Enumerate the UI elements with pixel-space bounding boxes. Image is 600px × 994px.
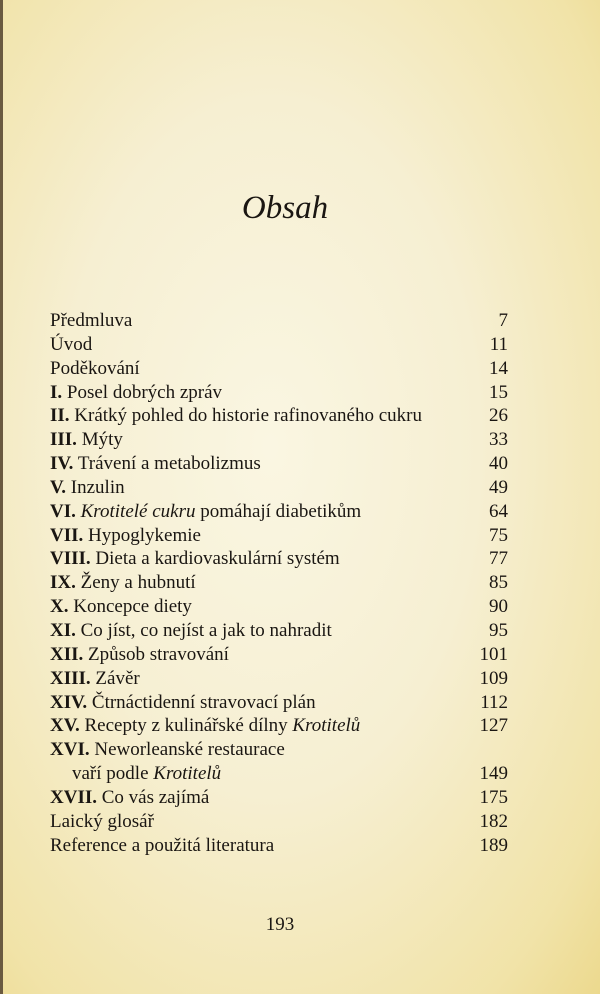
title-part: Poděkování	[50, 357, 140, 379]
chapter-number: XVII.	[50, 786, 97, 808]
title-part: Posel dobrých zpráv	[62, 381, 223, 403]
toc-page-number: 64	[489, 500, 508, 522]
toc-entry-title	[50, 524, 201, 548]
toc-entry	[50, 810, 508, 834]
toc-page-number: 109	[479, 667, 508, 689]
toc-page-number: 101	[479, 643, 508, 665]
toc-entry	[50, 428, 508, 452]
toc-entry-title	[50, 452, 261, 476]
toc-page-number: 149	[479, 763, 508, 785]
toc-page-number: 85	[489, 572, 508, 594]
toc-entry	[50, 738, 508, 762]
title-part: Způsob stravování	[83, 643, 229, 665]
toc-entry-title	[50, 667, 140, 691]
chapter-number: IV.	[50, 453, 74, 475]
chapter-number: XIII.	[50, 667, 91, 689]
toc-entry-title	[50, 691, 316, 715]
toc-entry-title	[50, 786, 209, 810]
toc-page-number: 75	[489, 524, 508, 546]
page-number: 193	[265, 914, 295, 935]
toc-entry-title	[50, 333, 92, 357]
title-part: Inzulin	[66, 476, 125, 498]
chapter-number: XVI.	[50, 739, 90, 761]
toc-entry	[50, 357, 508, 381]
toc-entry	[50, 476, 508, 500]
toc-page-number: 189	[479, 834, 508, 856]
toc-entry-title	[50, 643, 229, 667]
toc-entry-title	[50, 547, 340, 571]
title-part: Předmluva	[50, 310, 133, 331]
chapter-number: XI.	[50, 619, 76, 641]
toc-entry	[50, 381, 508, 405]
title-part: Co jíst, co nejíst a jak to nahradit	[75, 619, 332, 641]
toc-entry-title	[50, 619, 332, 643]
toc-entry	[50, 404, 508, 428]
title-part: Úvod	[50, 333, 93, 355]
toc-entry	[50, 595, 508, 619]
title-part: Krotitelé cukru	[80, 500, 196, 522]
toc-page-number: 15	[489, 381, 508, 403]
chapter-number: VI.	[50, 500, 76, 522]
toc-page-number: 77	[489, 548, 508, 570]
toc-entry	[50, 309, 508, 333]
toc-entry-title	[50, 834, 274, 858]
toc-entry	[50, 619, 508, 643]
toc-entry	[50, 571, 508, 595]
toc-entry-title	[50, 810, 154, 834]
title-part: Čtrnáctidenní stravovací plán	[87, 691, 316, 713]
toc-page-number: 175	[479, 786, 508, 808]
chapter-number: V.	[50, 476, 67, 498]
title-part: vaří podle	[72, 763, 154, 785]
toc-page-number: 26	[489, 405, 508, 427]
toc-entry	[50, 547, 508, 571]
toc-page-number: 127	[479, 715, 508, 737]
toc-entry-title	[50, 500, 361, 524]
title-part: Reference a použitá literatura	[50, 834, 275, 856]
toc-entry-title	[50, 595, 192, 619]
toc-entry	[50, 452, 508, 476]
title-part: Závěr	[90, 667, 140, 689]
toc-entry-title	[50, 738, 285, 762]
toc-entry-title	[50, 357, 140, 381]
toc-page-number: 90	[489, 596, 508, 618]
title-part: Koncepce diety	[68, 596, 192, 618]
toc-entry-title	[50, 381, 222, 405]
title-part: Trávení a metabolizmus	[73, 453, 261, 475]
chapter-number: XII.	[50, 643, 84, 665]
title-part: Dieta a kardiovaskulární systém	[90, 548, 340, 570]
chapter-number: VIII.	[50, 548, 91, 570]
toc-entry-title	[50, 714, 360, 738]
toc-entry	[50, 643, 508, 667]
toc-page-number: 182	[479, 810, 508, 832]
chapter-number: XIV.	[50, 691, 88, 713]
title-part: Recepty z kulinářské dílny	[79, 715, 293, 737]
toc-entry	[50, 691, 508, 715]
toc-page-number: 33	[489, 429, 508, 451]
chapter-number: III.	[50, 429, 77, 451]
table-of-contents	[50, 309, 508, 857]
toc-entry	[50, 333, 508, 357]
toc-entry-title	[50, 762, 221, 786]
title-part: Laický glosář	[50, 810, 154, 832]
title-part: Ženy a hubnutí	[75, 572, 196, 594]
chapter-number: II.	[50, 405, 70, 427]
title-part: Co vás zajímá	[96, 786, 210, 808]
title-part: Krátký pohled do historie rafinovaného cukru	[69, 405, 423, 427]
toc-entry-title	[50, 404, 422, 428]
title-part: Krotitelů	[153, 763, 222, 785]
toc-entry	[50, 786, 508, 810]
toc-page-number: 11	[489, 333, 508, 355]
toc-entry	[50, 762, 508, 786]
toc-entry-title	[50, 428, 123, 452]
chapter-number: XV.	[50, 715, 80, 737]
toc-entry	[50, 500, 508, 524]
toc-entry-title	[50, 571, 196, 595]
toc-page-number: 40	[489, 453, 508, 475]
title-part: Neworleanské restaurace	[89, 739, 285, 761]
toc-entry-title	[50, 476, 125, 500]
toc-page-number: 7	[498, 310, 508, 331]
toc-entry-title	[50, 309, 132, 333]
toc-entry	[50, 834, 508, 858]
toc-page-number: 95	[489, 619, 508, 641]
chapter-number: VII.	[50, 524, 84, 546]
toc-entry	[50, 667, 508, 691]
title-part: Hypoglykemie	[83, 524, 201, 546]
chapter-number: X.	[50, 596, 69, 618]
chapter-number: I.	[50, 381, 63, 403]
title-part: Krotitelů	[292, 715, 361, 737]
title-part: Mýty	[76, 429, 123, 451]
toc-page-number: 49	[489, 476, 508, 498]
toc-page-number: 14	[489, 357, 508, 379]
toc-entry	[50, 714, 508, 738]
page-title: Obsah	[241, 190, 329, 226]
toc-entry	[50, 524, 508, 548]
chapter-number: IX.	[50, 572, 76, 594]
title-part: pomáhají diabetikům	[195, 500, 362, 522]
page-edge	[0, 0, 3, 994]
toc-page-number: 112	[480, 691, 508, 713]
